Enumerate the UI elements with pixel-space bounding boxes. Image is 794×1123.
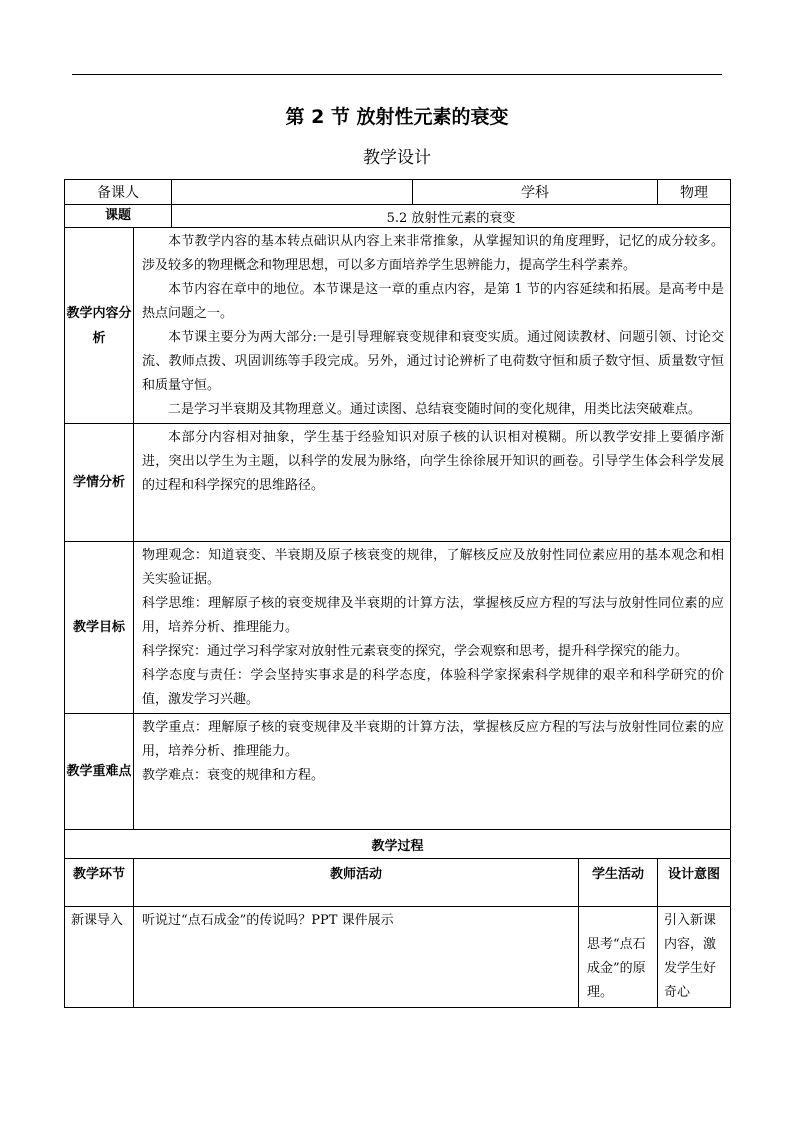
objective-paragraph: 物理观念：知道衰变、半衰期及原子核衰变的规律，了解核反应及放射性同位素应用的基本观念和相关实验证据。 bbox=[142, 548, 724, 587]
document-subtitle: 教学设计 bbox=[363, 148, 431, 168]
objectives-label: 教学目标 bbox=[65, 542, 134, 714]
process-stage-cell: 新课导入 bbox=[65, 907, 134, 1008]
process-col-stage: 教学环节 bbox=[65, 859, 134, 907]
process-student-cell: 思考“点石成金”的原理。 bbox=[579, 907, 658, 1008]
student-analysis-paragraph: 本部分内容相对抽象，学生基于经验知识对原子核的认识相对模糊。所以教学安排上要循序渐进，突出以学生为主题，以科学的发展为脉络，向学生徐徐展开知识的画卷。引导学生体会科学发展的过程和科学探究的思维路径。 bbox=[142, 430, 724, 493]
process-col-teacher: 教师活动 bbox=[134, 859, 579, 907]
student-analysis-row bbox=[65, 424, 731, 542]
process-title-row bbox=[65, 830, 731, 859]
content-analysis-paragraph: 本节内容在章中的地位。本节课是这一章的重点内容，是第 1 节的内容延续和拓展。是高考中是热点问题之一。 bbox=[142, 282, 724, 321]
header-rule bbox=[72, 74, 722, 75]
student-analysis-label: 学情分析 bbox=[65, 424, 134, 542]
content-analysis-paragraph: 二是学习半衰期及其物理意义。通过读图、总结衰变随时间的变化规律，用类比法突破难点。 bbox=[168, 402, 702, 417]
topic-value: 5.2 放射性元素的衰变 bbox=[172, 205, 731, 228]
subject-value: 物理 bbox=[658, 180, 731, 205]
student-analysis-text bbox=[134, 424, 731, 542]
key-points-paragraph: 教学难点：衰变的规律和方程。 bbox=[142, 768, 325, 783]
process-col-intent: 设计意图 bbox=[658, 859, 731, 907]
process-header-row bbox=[65, 859, 731, 907]
key-points-paragraph: 教学重点：理解原子核的衰变规律及半衰期的计算方法，掌握核反应方程的写法与放射性同位素的应用，培养分析、推理能力。 bbox=[142, 720, 724, 759]
process-teacher-cell: 听说过“点石成金”的传说吗？PPT 课件展示 bbox=[134, 907, 579, 1008]
subject-label: 学科 bbox=[413, 180, 658, 205]
objectives-text bbox=[134, 542, 731, 714]
key-points-label: 教学重难点 bbox=[65, 714, 134, 830]
document-title: 第 2 节 放射性元素的衰变 bbox=[285, 106, 509, 128]
topic-label: 课题 bbox=[65, 205, 172, 228]
key-points-text bbox=[134, 714, 731, 830]
process-col-student: 学生活动 bbox=[579, 859, 658, 907]
process-intent-cell: 引入新课内容，激发学生好奇心 bbox=[658, 907, 731, 1008]
content-analysis-paragraph: 本节课主要分为两大部分:一是引导理解衰变规律和衰变实质。通过阅读教材、问题引领、讨论交流、教师点拨、巩固训练等手段完成。另外，通过讨论辨析了电荷数守恒和质子数守恒、质量数守恒和质量守恒。 bbox=[142, 330, 724, 393]
content-analysis-paragraph: 本节教学内容的基本转点础识从内容上来非常推象，从掌握知识的角度理野，记忆的成分较多。涉及较多的物理概念和物理思想，可以多方面培养学生思辨能力，提高学生科学素养。 bbox=[142, 234, 724, 273]
content-analysis-text bbox=[134, 228, 731, 424]
objective-paragraph: 科学思维：理解原子核的衰变规律及半衰期的计算方法，掌握核反应方程的写法与放射性同位素的应用，培养分析、推理能力。 bbox=[142, 596, 724, 635]
process-row bbox=[65, 907, 731, 1008]
lesson-plan-table bbox=[64, 179, 731, 1008]
info-row bbox=[65, 180, 731, 205]
objectives-row bbox=[65, 542, 731, 714]
process-title: 教学过程 bbox=[65, 830, 731, 859]
objective-paragraph: 科学探究：通过学习科学家对放射性元素衰变的探究，学会观察和思考，提升科学探究的能力。 bbox=[142, 644, 689, 659]
key-points-row bbox=[65, 714, 731, 830]
content-analysis-label: 教学内容分析 bbox=[65, 228, 134, 424]
objective-paragraph: 科学态度与责任：学会坚持实事求是的科学态度，体验科学家探索科学规律的艰辛和科学研究的价值，激发学习兴趣。 bbox=[142, 668, 724, 707]
preparer-label: 备课人 bbox=[65, 180, 172, 205]
preparer-value bbox=[172, 180, 413, 205]
topic-row bbox=[65, 205, 731, 228]
content-analysis-row bbox=[65, 228, 731, 424]
